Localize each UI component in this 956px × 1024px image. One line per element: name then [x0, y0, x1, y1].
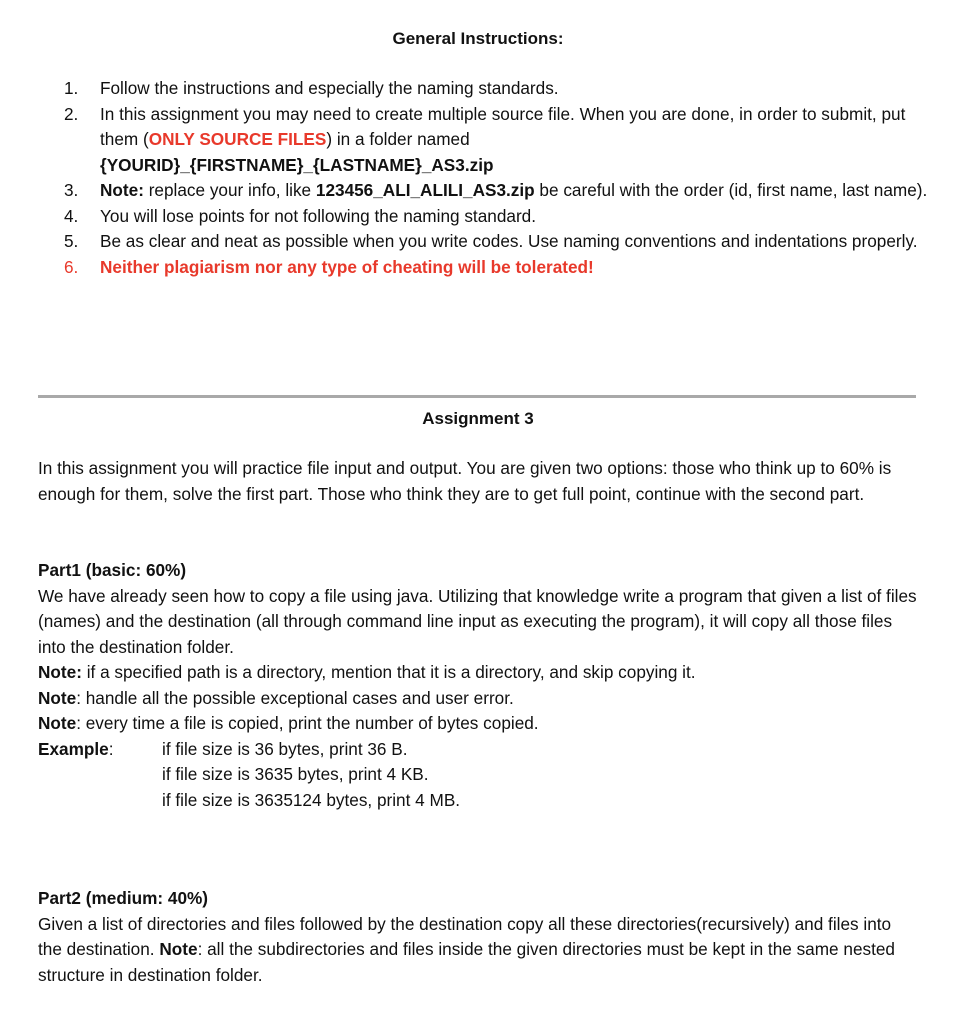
instruction-text: ) in a folder named	[326, 129, 470, 149]
instruction-item-6	[64, 255, 934, 281]
instruction-text: replace your info, like	[143, 180, 316, 200]
example-label	[38, 737, 162, 814]
note-text: : every time a file is copied, print the number of bytes copied.	[76, 713, 539, 733]
part1-heading: Part1 (basic: 60%)	[38, 560, 187, 580]
example-line: if file size is 3635124 bytes, print 4 MB.	[162, 789, 461, 810]
instruction-number: 6.	[64, 256, 79, 277]
instruction-number: 4.	[64, 205, 79, 226]
part1-note-2	[38, 686, 918, 712]
instruction-text: Follow the instructions and especially the naming standards.	[100, 78, 559, 98]
example-filename: 123456_ALI_ALILI_AS3.zip	[315, 180, 535, 200]
instruction-item-4	[64, 204, 934, 230]
section-divider	[38, 395, 916, 398]
instructions-list	[64, 76, 934, 280]
instruction-number: 2.	[64, 103, 79, 124]
example-label-text: Example	[38, 738, 109, 759]
note-label: Note	[159, 939, 198, 959]
note-text: if a specified path is a directory, mention that it is a directory, and skip copying it.	[81, 662, 696, 682]
assignment-title: Assignment 3	[422, 409, 534, 428]
instruction-item-1	[64, 76, 934, 102]
instruction-number: 3.	[64, 180, 79, 200]
part1-section	[38, 558, 918, 813]
instruction-item-5	[64, 229, 934, 255]
part2-body	[38, 912, 918, 989]
note-label: Note	[38, 713, 77, 733]
part1-note-3	[38, 711, 918, 737]
part2-heading: Part2 (medium: 40%)	[38, 888, 209, 908]
part1-body: We have already seen how to copy a file using java. Utilizing that knowledge write a program that given a list of files (names) and the destination (all through command line input as executing the program), it will copy all those files into the destination folder.	[38, 585, 917, 657]
note-text: : handle all the possible exceptional cases and user error.	[76, 687, 514, 708]
instruction-item-2	[64, 102, 934, 179]
part2-text: : all the subdirectories and files inside the given directories must be kept in the same nested structure in destination folder.	[38, 939, 895, 985]
part2-text: Given a list of directories and files followed by the destination copy all these directories(recursively) and files into the destination.	[38, 913, 892, 959]
part2-section	[38, 886, 918, 988]
example-line: if file size is 36 bytes, print 36 B.	[162, 738, 408, 759]
assignment-intro: In this assignment you will practice file input and output. You are given two options: those who think up to 60% is enough for them, solve the first part. Those who think they are to get full point, continue with the second part.	[38, 458, 892, 504]
note-label: Note:	[100, 180, 144, 200]
note-label: Note	[38, 687, 77, 708]
instruction-text: be careful with the order (id, first name, last name).	[534, 180, 928, 200]
only-source-files-highlight: ONLY SOURCE FILES	[148, 129, 327, 149]
example-label-colon: :	[108, 738, 114, 759]
part1-note-1	[38, 660, 918, 686]
general-instructions-title: General Instructions:	[392, 29, 564, 48]
instruction-text: In this assignment you may need to create multiple source file. When you are done, in order to submit, put them (	[100, 103, 906, 149]
instruction-text: You will lose points for not following the naming standard.	[100, 205, 536, 226]
instruction-text: Be as clear and neat as possible when you write codes. Use naming conventions and indentations properly.	[100, 231, 918, 251]
instruction-number: 1.	[64, 78, 79, 98]
example-block	[38, 737, 918, 814]
instruction-item-3	[64, 178, 934, 204]
zip-filename-pattern: {YOURID}_{FIRSTNAME}_{LASTNAME}_AS3.zip	[100, 154, 494, 175]
example-line: if file size is 3635 bytes, print 4 KB.	[162, 764, 429, 784]
cheating-warning: Neither plagiarism nor any type of cheating will be tolerated!	[100, 256, 594, 277]
example-lines	[162, 737, 460, 814]
instruction-number: 5.	[64, 231, 79, 251]
note-label: Note:	[38, 662, 82, 682]
